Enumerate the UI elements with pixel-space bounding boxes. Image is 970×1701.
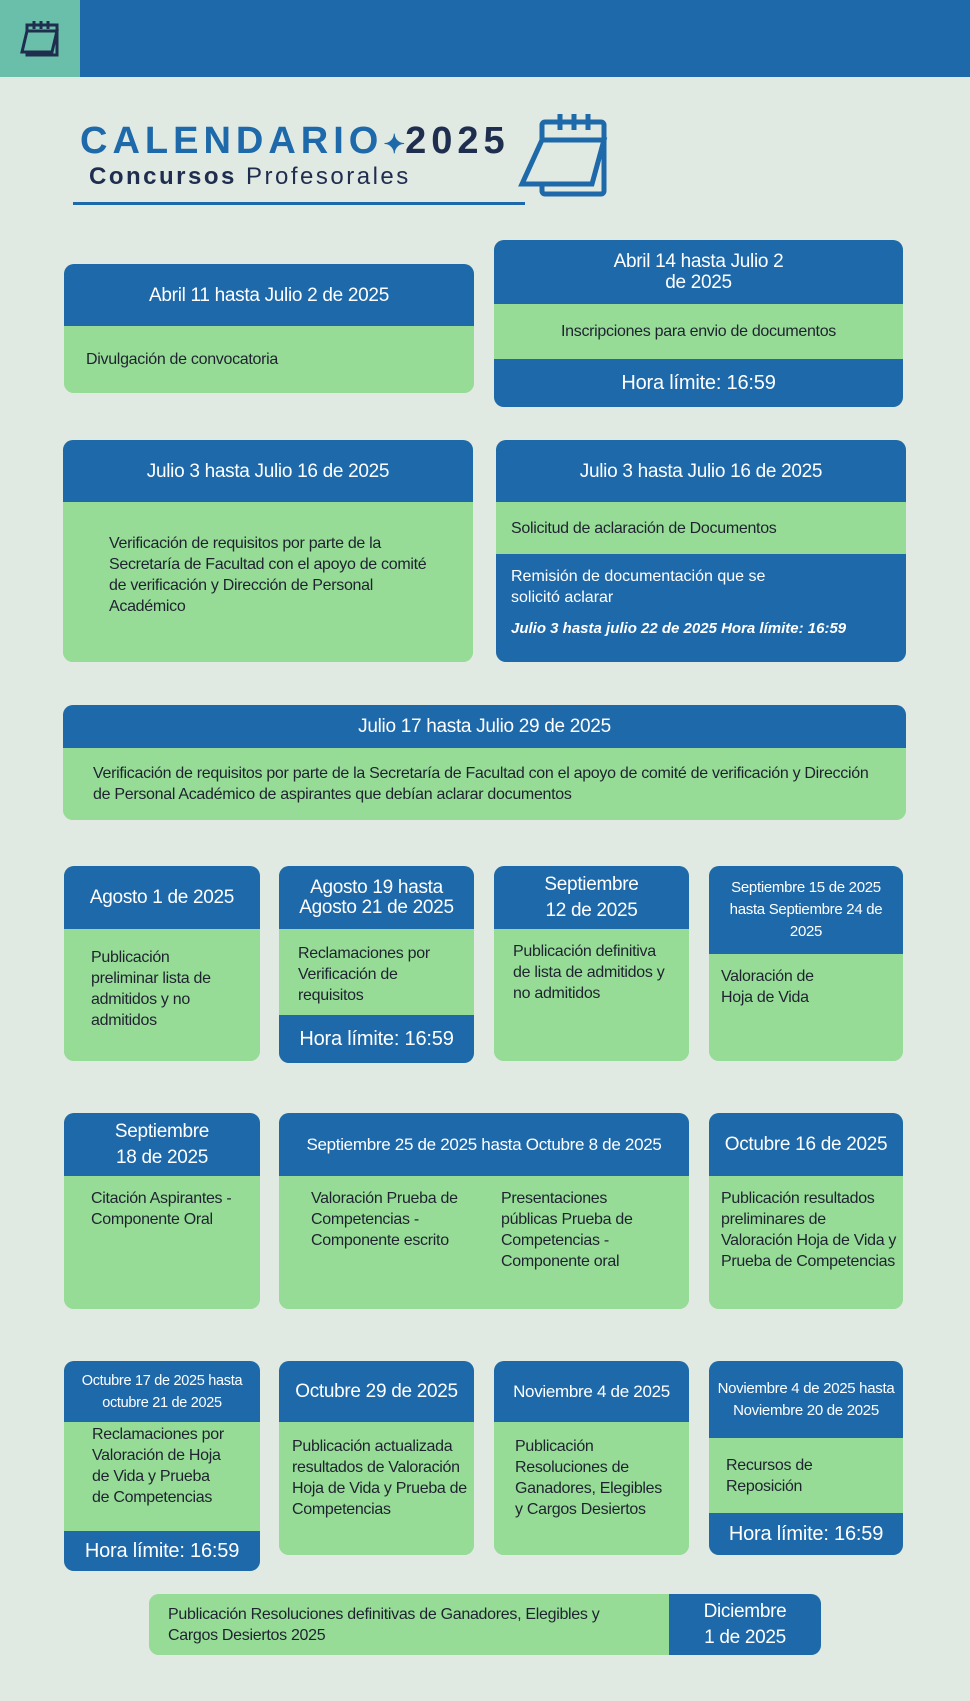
title-year: 2025: [405, 120, 510, 162]
card-date: Abril 14 hasta Julio 2 de 2025: [494, 240, 903, 304]
card-date: Noviembre 4 de 2025: [494, 1361, 689, 1422]
page-subtitle: [89, 163, 411, 191]
event-card: [64, 264, 474, 393]
card-description: Divulgación de convocatoria: [64, 326, 474, 393]
deadline-time: Hora límite: 16:59: [279, 1015, 474, 1063]
deadline-time: Hora límite: 16:59: [64, 1531, 260, 1571]
event-card: [494, 866, 689, 1061]
card-description: Solicitud de aclaración de Documentos: [496, 502, 906, 554]
card-secondary: [496, 554, 906, 662]
calendar-icon: [518, 112, 610, 203]
card-description: Valoración Prueba de Competencias - Componente escrito: [311, 1190, 458, 1249]
card-description: Publicación resultados preliminares de Valoración Hoja de Vida y Prueba de Competencias: [709, 1176, 903, 1309]
card-date: Septiembre 15 de 2025 hasta Septiembre 24 de 2025: [709, 866, 903, 954]
event-card: [494, 240, 903, 407]
card-description: Publicación definitiva de lista de admitidos y no admitidos: [494, 929, 689, 1061]
card-description: Reclamaciones por Valoración de Hoja de Vida y Prueba de Competencias: [64, 1422, 260, 1531]
card-note: Julio 3 hasta julio 22 de 2025 Hora límite: 16:59: [511, 620, 847, 637]
card-description: Publicación preliminar lista de admitidos y no admitidos: [64, 929, 260, 1061]
card-description: Verificación de requisitos por parte de la Secretaría de Facultad con el apoyo de comité de verificación y Dirección de Personal Académico de aspirantes que debían aclarar documentos: [63, 748, 906, 820]
event-card: [709, 1361, 903, 1555]
card-date: Octubre 17 de 2025 hasta octubre 21 de 2025: [64, 1361, 260, 1422]
card-description: Recursos de Reposición: [709, 1438, 903, 1513]
card-description: Valoración de Hoja de Vida: [709, 954, 903, 1061]
event-card: [64, 1361, 260, 1571]
card-description: Reclamaciones por Verificación de requisitos: [279, 929, 474, 1015]
card-date: Octubre 16 de 2025: [709, 1113, 903, 1176]
deadline-time: Hora límite: 16:59: [709, 1513, 903, 1555]
card-date: Septiembre 18 de 2025: [64, 1113, 260, 1176]
event-card: [709, 1113, 903, 1309]
card-description-2: Remisión de documentación que se solicitó aclarar: [511, 568, 766, 606]
card-body: [279, 1176, 689, 1309]
card-date: Julio 17 hasta Julio 29 de 2025: [63, 705, 906, 748]
card-date: Noviembre 4 de 2025 hasta Noviembre 20 de 2025: [709, 1361, 903, 1438]
title-divider: [73, 202, 525, 205]
calendar-icon: [0, 0, 80, 77]
card-description: Verificación de requisitos por parte de la Secretaría de Facultad con el apoyo de comité de verificación y Dirección de Personal Académico: [63, 502, 473, 662]
card-date: Octubre 29 de 2025: [279, 1361, 474, 1422]
card-date: Julio 3 hasta Julio 16 de 2025: [63, 440, 473, 502]
card-date: Septiembre 12 de 2025: [494, 866, 689, 929]
card-date: Abril 11 hasta Julio 2 de 2025: [64, 264, 474, 326]
star-icon: ✦: [383, 129, 406, 159]
event-card: [64, 1113, 260, 1309]
card-description: Publicación actualizada resultados de Valoración Hoja de Vida y Prueba de Competencias: [279, 1422, 474, 1555]
card-date: Agosto 19 hasta Agosto 21 de 2025: [279, 866, 474, 929]
event-card: [64, 866, 260, 1061]
card-description: Citación Aspirantes - Componente Oral: [64, 1176, 260, 1309]
event-card: [494, 1361, 689, 1555]
subtitle-text: Profesorales: [246, 163, 411, 190]
event-card: [496, 440, 906, 662]
event-card: [149, 1594, 821, 1655]
card-description: Publicación Resoluciones definitivas de Ganadores, Elegibles y Cargos Desiertos 2025: [149, 1594, 669, 1655]
event-card: [63, 705, 906, 820]
card-date: Julio 3 hasta Julio 16 de 2025: [496, 440, 906, 502]
card-description: Inscripciones para envio de documentos: [494, 304, 903, 359]
event-card: [279, 1361, 474, 1555]
subtitle-bold: Concursos: [89, 163, 237, 190]
page-title: [80, 120, 510, 163]
card-description-2: Presentaciones públicas Prueba de Competencias - Componente oral: [501, 1190, 633, 1270]
card-date: Septiembre 25 de 2025 hasta Octubre 8 de 2025: [279, 1113, 689, 1176]
event-card: [279, 1113, 689, 1309]
card-description: Publicación Resoluciones de Ganadores, Elegibles y Cargos Desiertos: [494, 1422, 689, 1555]
card-date: Diciembre 1 de 2025: [669, 1594, 821, 1655]
top-bar: [0, 0, 970, 77]
event-card: [709, 866, 903, 1061]
card-date: Agosto 1 de 2025: [64, 866, 260, 929]
event-card: [63, 440, 473, 662]
title-calendario: CALENDARIO: [80, 120, 384, 162]
deadline-time: Hora límite: 16:59: [494, 359, 903, 407]
event-card: [279, 866, 474, 1063]
